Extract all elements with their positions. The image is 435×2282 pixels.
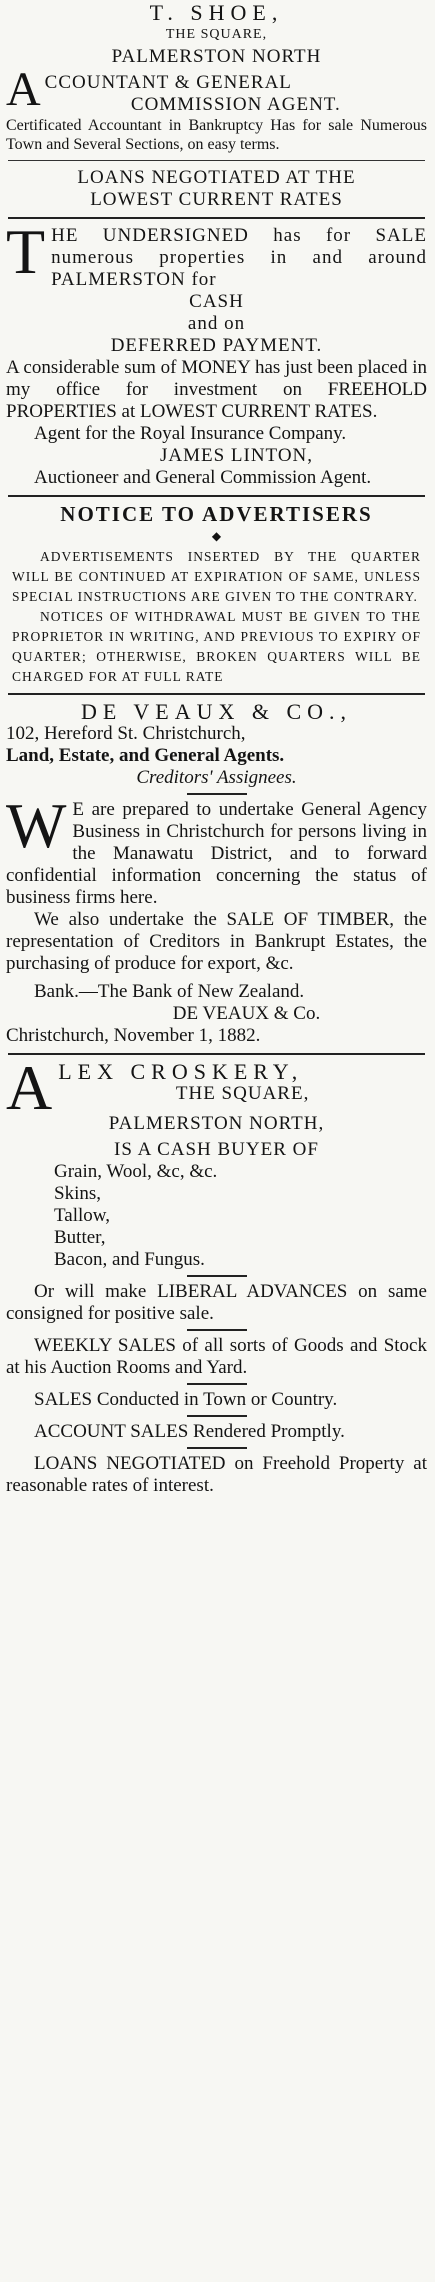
drop-capital: A bbox=[6, 1061, 53, 1113]
drop-capital: A bbox=[6, 68, 41, 116]
business-line: Creditors' Assignees. bbox=[136, 767, 297, 788]
body-text: Certificated Accountant in Bankruptcy Has for sale Numerous Town and Several Sections, on easy terms. bbox=[6, 117, 427, 153]
deveaux-advertisement bbox=[6, 701, 427, 1047]
location-line: THE SQUARE, bbox=[175, 1083, 310, 1104]
body-text: WEEKLY SALES of all sorts of Goods and Stock at his Auction Rooms and Yard. bbox=[6, 1335, 427, 1378]
body-text: CASH bbox=[189, 291, 244, 312]
goods-list bbox=[6, 1161, 427, 1271]
location-line: PALMERSTON NORTH, bbox=[108, 1113, 325, 1134]
divider bbox=[8, 495, 425, 497]
heading-block bbox=[6, 1061, 427, 1113]
divider bbox=[8, 1053, 425, 1055]
body-text: DEFERRED PAYMENT. bbox=[110, 335, 323, 356]
advertiser-name: DE VEAUX & CO., bbox=[80, 699, 353, 724]
short-divider bbox=[187, 1275, 247, 1277]
body-text: HE UNDERSIGNED has for SALE numerous properties in and around PALMERSTON for bbox=[51, 225, 427, 290]
linton-advertisement bbox=[6, 225, 427, 489]
list-item: Butter, bbox=[54, 1227, 106, 1248]
notice-heading: NOTICE TO ADVERTISERS bbox=[60, 502, 373, 526]
body-text: We also undertake the SALE OF TIMBER, the representation of Creditors in Bankrupt Estates, the purchasing of produce for export, &c. bbox=[6, 909, 427, 974]
date-line: Christchurch, November 1, 1882. bbox=[6, 1025, 261, 1046]
body-text: LOANS NEGOTIATED on Freehold Property at reasonable rates of interest. bbox=[6, 1453, 427, 1496]
body-text: A considerable sum of MONEY has just been placed in my office for investment on FREEHOLD PROPERTIES at LOWEST CURRENT RATES. bbox=[6, 357, 427, 422]
short-divider bbox=[187, 1415, 247, 1417]
body-text: E are prepared to undertake General Agency Business in Christchurch for persons living in the Manawatu District, and to forward confidential information concerning the status of business firms here. bbox=[6, 799, 427, 908]
advertiser-name: T. SHOE, bbox=[149, 0, 284, 25]
signature-line: DE VEAUX & Co. bbox=[172, 1003, 321, 1024]
short-divider bbox=[187, 1329, 247, 1331]
ornament-icon: ◆ bbox=[211, 529, 222, 543]
location-line: PALMERSTON NORTH bbox=[111, 46, 322, 67]
location-line: THE SQUARE, bbox=[165, 27, 268, 42]
body-text: and on bbox=[187, 313, 246, 334]
body-text: ACCOUNT SALES Rendered Promptly. bbox=[34, 1421, 345, 1442]
signatory-title: Auctioneer and General Commission Agent. bbox=[34, 467, 372, 488]
list-item: Bacon, and Fungus. bbox=[54, 1249, 205, 1270]
drop-capital: T bbox=[6, 225, 46, 287]
signatory-name: JAMES LINTON, bbox=[159, 445, 314, 466]
heading-line: CCOUNTANT & GENERAL bbox=[44, 72, 292, 93]
body-text: Agent for the Royal Insurance Company. bbox=[34, 423, 347, 444]
drop-capital: W bbox=[6, 799, 67, 861]
short-divider bbox=[187, 793, 247, 795]
list-item: Tallow, bbox=[54, 1205, 111, 1226]
list-item: Skins, bbox=[54, 1183, 101, 1204]
intro-block bbox=[6, 225, 427, 291]
body-text: LOWEST CURRENT RATES bbox=[90, 189, 343, 210]
short-divider bbox=[187, 1447, 247, 1449]
buyer-line: IS A CASH BUYER OF bbox=[114, 1139, 319, 1160]
short-divider bbox=[187, 1383, 247, 1385]
address-line: 102, Hereford St. Christchurch, bbox=[6, 723, 246, 744]
bank-line: Bank.—The Bank of New Zealand. bbox=[34, 981, 305, 1002]
croskery-advertisement bbox=[6, 1061, 427, 1497]
divider bbox=[8, 160, 425, 161]
divider bbox=[8, 693, 425, 695]
heading-line: COMMISSION AGENT. bbox=[130, 94, 341, 115]
body-text: SALES Conducted in Town or Country. bbox=[34, 1389, 338, 1410]
advertiser-name: LEX CROSKERY, bbox=[58, 1061, 304, 1084]
notice-text: ADVERTISEMENTS INSERTED BY THE QUARTER WILL BE CONTINUED AT EXPIRATION OF SAME, UNLESS SPECIAL INSTRUCTIONS ARE GIVEN TO THE CONTRARY. bbox=[12, 549, 421, 604]
list-item: Grain, Wool, &c, &c. bbox=[54, 1161, 218, 1182]
body-text: Or will make LIBERAL ADVANCES on same consigned for positive sale. bbox=[6, 1281, 427, 1324]
business-line: Land, Estate, and General Agents. bbox=[6, 745, 285, 766]
body-text: LOANS NEGOTIATED AT THE bbox=[77, 167, 356, 188]
heading-block bbox=[6, 68, 427, 116]
notice-text: NOTICES OF WITHDRAWAL MUST BE GIVEN TO THE PROPRIETOR IN WRITING, AND PREVIOUS TO EXPIRY OF QUARTER; OTHERWISE, BROKEN QUARTERS WILL BE CHARGED FOR AT FULL RATE bbox=[12, 609, 421, 684]
notice-advertisement bbox=[6, 503, 427, 687]
divider bbox=[8, 217, 425, 219]
intro-block bbox=[6, 799, 427, 909]
shoe-advertisement bbox=[6, 2, 427, 211]
